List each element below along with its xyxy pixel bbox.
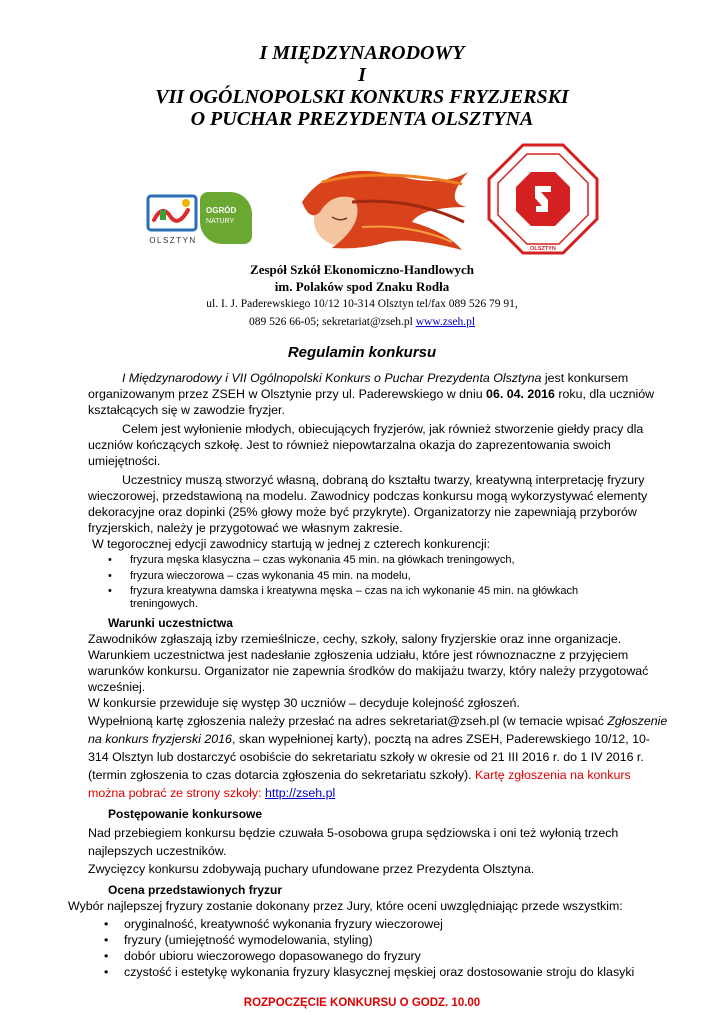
- ogrod-logo-line2: NATURY: [206, 218, 235, 225]
- bullet-icon: •: [104, 933, 109, 947]
- warunki-line-2: Warunkiem uczestnictwa jest nadesłanie zgłoszenia udziału, które jest równoznaczne z przyjęciem: [88, 648, 629, 662]
- ocena-intro: Wybór najlepszej fryzury zostanie dokonany przez Jury, które oceni uwzględniając przede wszystkim:: [68, 899, 623, 913]
- warunki-line-6: Wypełnioną kartę zgłoszenia należy przesłać na adres sekretariat@zseh.pl (w temacie wpisać Zgłoszenie: [88, 714, 668, 728]
- criterion-item: • oryginalność, kreatywność wykonania fryzury wieczorowej: [104, 917, 443, 931]
- rules-line-4: fryzjerskich, należy je przygotować we własnym zakresie.: [88, 521, 403, 535]
- title-line-4: O PUCHAR PREZYDENTA OLSZTYNA: [190, 108, 534, 130]
- school-name: Zespół Szkół Ekonomiczno-Handlowych: [250, 262, 474, 277]
- goal-line-1: Celem jest wyłonienie młodych, obiecujących fryzjerów, jak również stworzenie giełdy pracy dla: [122, 422, 644, 436]
- school-website-link[interactable]: www.zseh.pl: [415, 316, 476, 328]
- postepowanie-line-2: najlepszych uczestników.: [88, 844, 227, 858]
- bullet-icon: •: [108, 585, 112, 597]
- goal-line-3: umiejętności.: [88, 454, 161, 468]
- warunki-line-10: można pobrać ze strony szkoły: http://zseh.pl: [88, 786, 336, 800]
- ogrod-logo-line1: OGRÓD: [206, 206, 237, 215]
- school-site-link[interactable]: http://zseh.pl: [264, 786, 336, 800]
- seal-city-text: OLSZTYN: [530, 246, 556, 252]
- ogrod-natury-logo: [200, 192, 252, 244]
- intro-line-2: organizowanym przez ZSEH w Olsztynie przy ul. Paderewskiego w dniu 06. 04. 2016 roku, dla uczniów: [88, 387, 655, 401]
- warunki-line-9: (termin zgłoszenia to czas dotarcia zgłoszenia do sekretariatu szkoły). Kartę zgłoszenia na konkurs: [88, 768, 631, 782]
- competition-start-time: ROZPOCZĘCIE KONKURSU O GODZ. 10.00: [243, 997, 481, 1009]
- criterion-item: • fryzury (umiejętność wymodelowania, styling): [104, 933, 373, 947]
- intro-line-3: kształcących się w zawodzie fryzjer.: [88, 403, 285, 417]
- rules-line-3: dekoracyjne oraz dopinki (25% głowy może być przykryte). Organizatorzy nie zapewniają przyborów: [88, 505, 637, 519]
- goal-line-2: uczniów kończących szkołę. Jest to również niepowtarzalna okazja do zaprezentowania swoich: [88, 438, 611, 452]
- postepowanie-line-3: Zwycięzcy konkursu zdobywają puchary ufundowane przez Prezydenta Olsztyna.: [88, 862, 535, 876]
- title-line-1: I MIĘDZYNARODOWY: [259, 42, 465, 64]
- warunki-line-3: warunków konkursu. Organizator nie zapewnia środków do makijażu twarzy, który należy przygotować: [88, 664, 649, 678]
- warunki-heading: Warunki uczestnictwa: [108, 616, 233, 630]
- category-item: • fryzura wieczorowa – czas wykonania 45 min. na modelu,: [108, 570, 411, 582]
- rules-line-1: Uczestnicy muszą stworzyć własną, dobraną do kształtu twarzy, kreatywną interpretację fryzury: [122, 473, 645, 487]
- entry-form-notice: Kartę zgłoszenia na konkurs: [475, 768, 631, 782]
- warunki-line-8: 314 Olsztyn lub dostarczyć osobiście do sekretariatu szkoły w okresie od 21 III 2016 r. do 1 IV 2016 r.: [88, 750, 644, 764]
- category-item: • fryzura męska klasyczna – czas wykonania 45 min. na główkach treningowych,: [108, 554, 515, 566]
- school-address-line1: ul. I. J. Paderewskiego 10/12 10-314 Olsztyn tel/fax 089 526 79 91,: [206, 298, 518, 310]
- hair-illustration: [292, 162, 470, 252]
- warunki-line-1: Zawodników zgłaszają izby rzemieślnicze, cechy, szkoły, salony fryzjerskie oraz inne organizacje.: [88, 632, 622, 646]
- school-address-line2: 089 526 66-05; sekretariat@zseh.pl www.zseh.pl: [248, 316, 476, 328]
- school-seal: [486, 142, 600, 256]
- criterion-item: • czystość i estetykę wykonania fryzury klasycznej męskiej oraz dostosowanie stroju do klasyki: [104, 965, 635, 979]
- hair-illustration-icon: [292, 162, 470, 252]
- bullet-icon: •: [104, 917, 109, 931]
- title-line-2: I: [358, 64, 366, 86]
- title-line-3: VII OGÓLNOPOLSKI KONKURS FRYZJERSKI: [155, 86, 569, 108]
- bullet-icon: •: [104, 949, 109, 963]
- postepowanie-heading: Postępowanie konkursowe: [108, 807, 263, 821]
- bullet-icon: •: [108, 554, 112, 566]
- category-item: • fryzura kreatywna damska i kreatywna męska – czas na ich wykonanie 45 min. na główkach: [108, 585, 579, 597]
- category-item-continuation: treningowych.: [130, 598, 198, 610]
- bullet-icon: •: [108, 570, 112, 582]
- regulamin-heading: Regulamin konkursu: [287, 344, 437, 361]
- olsztyn-logo-text: OLSZTYN: [149, 236, 197, 245]
- competition-date: 06. 04. 2016: [486, 387, 555, 401]
- school-patron: im. Polaków spod Znaku Rodła: [274, 279, 450, 294]
- ocena-heading: Ocena przedstawionych fryzur: [108, 883, 283, 897]
- criterion-item: • dobór ubioru wieczorowego dopasowanego do fryzury: [104, 949, 421, 963]
- bullet-icon: •: [104, 965, 109, 979]
- olsztyn-logo: [140, 190, 206, 248]
- warunki-line-5: W konkursie przewiduje się występ 30 uczniów – decyduje kolejność zgłoszeń.: [88, 696, 520, 710]
- warunki-line-4: wcześniej.: [88, 680, 146, 694]
- school-seal-icon: [486, 142, 600, 256]
- intro-line-1: I Międzynarodowy i VII Ogólnopolski Konkurs o Puchar Prezydenta Olsztyna jest konkursem: [122, 371, 629, 385]
- olsztyn-emblem-icon: [140, 190, 206, 236]
- categories-intro: W tegorocznej edycji zawodnicy startują w jednej z czterech konkurencji:: [92, 537, 491, 551]
- postepowanie-line-1: Nad przebiegiem konkursu będzie czuwała 5-osobowa grupa sędziowska i oni też wyłonią trzech: [88, 826, 619, 840]
- rules-line-2: wieczorowej, przedstawioną na modelu. Zawodnicy podczas konkursu mogą wykorzystywać elementy: [88, 489, 648, 503]
- warunki-line-7: na konkurs fryzjerski 2016, skan wypełnionej karty), pocztą na adres ZSEH, Paderewskiego 10/12, 10-: [88, 732, 650, 746]
